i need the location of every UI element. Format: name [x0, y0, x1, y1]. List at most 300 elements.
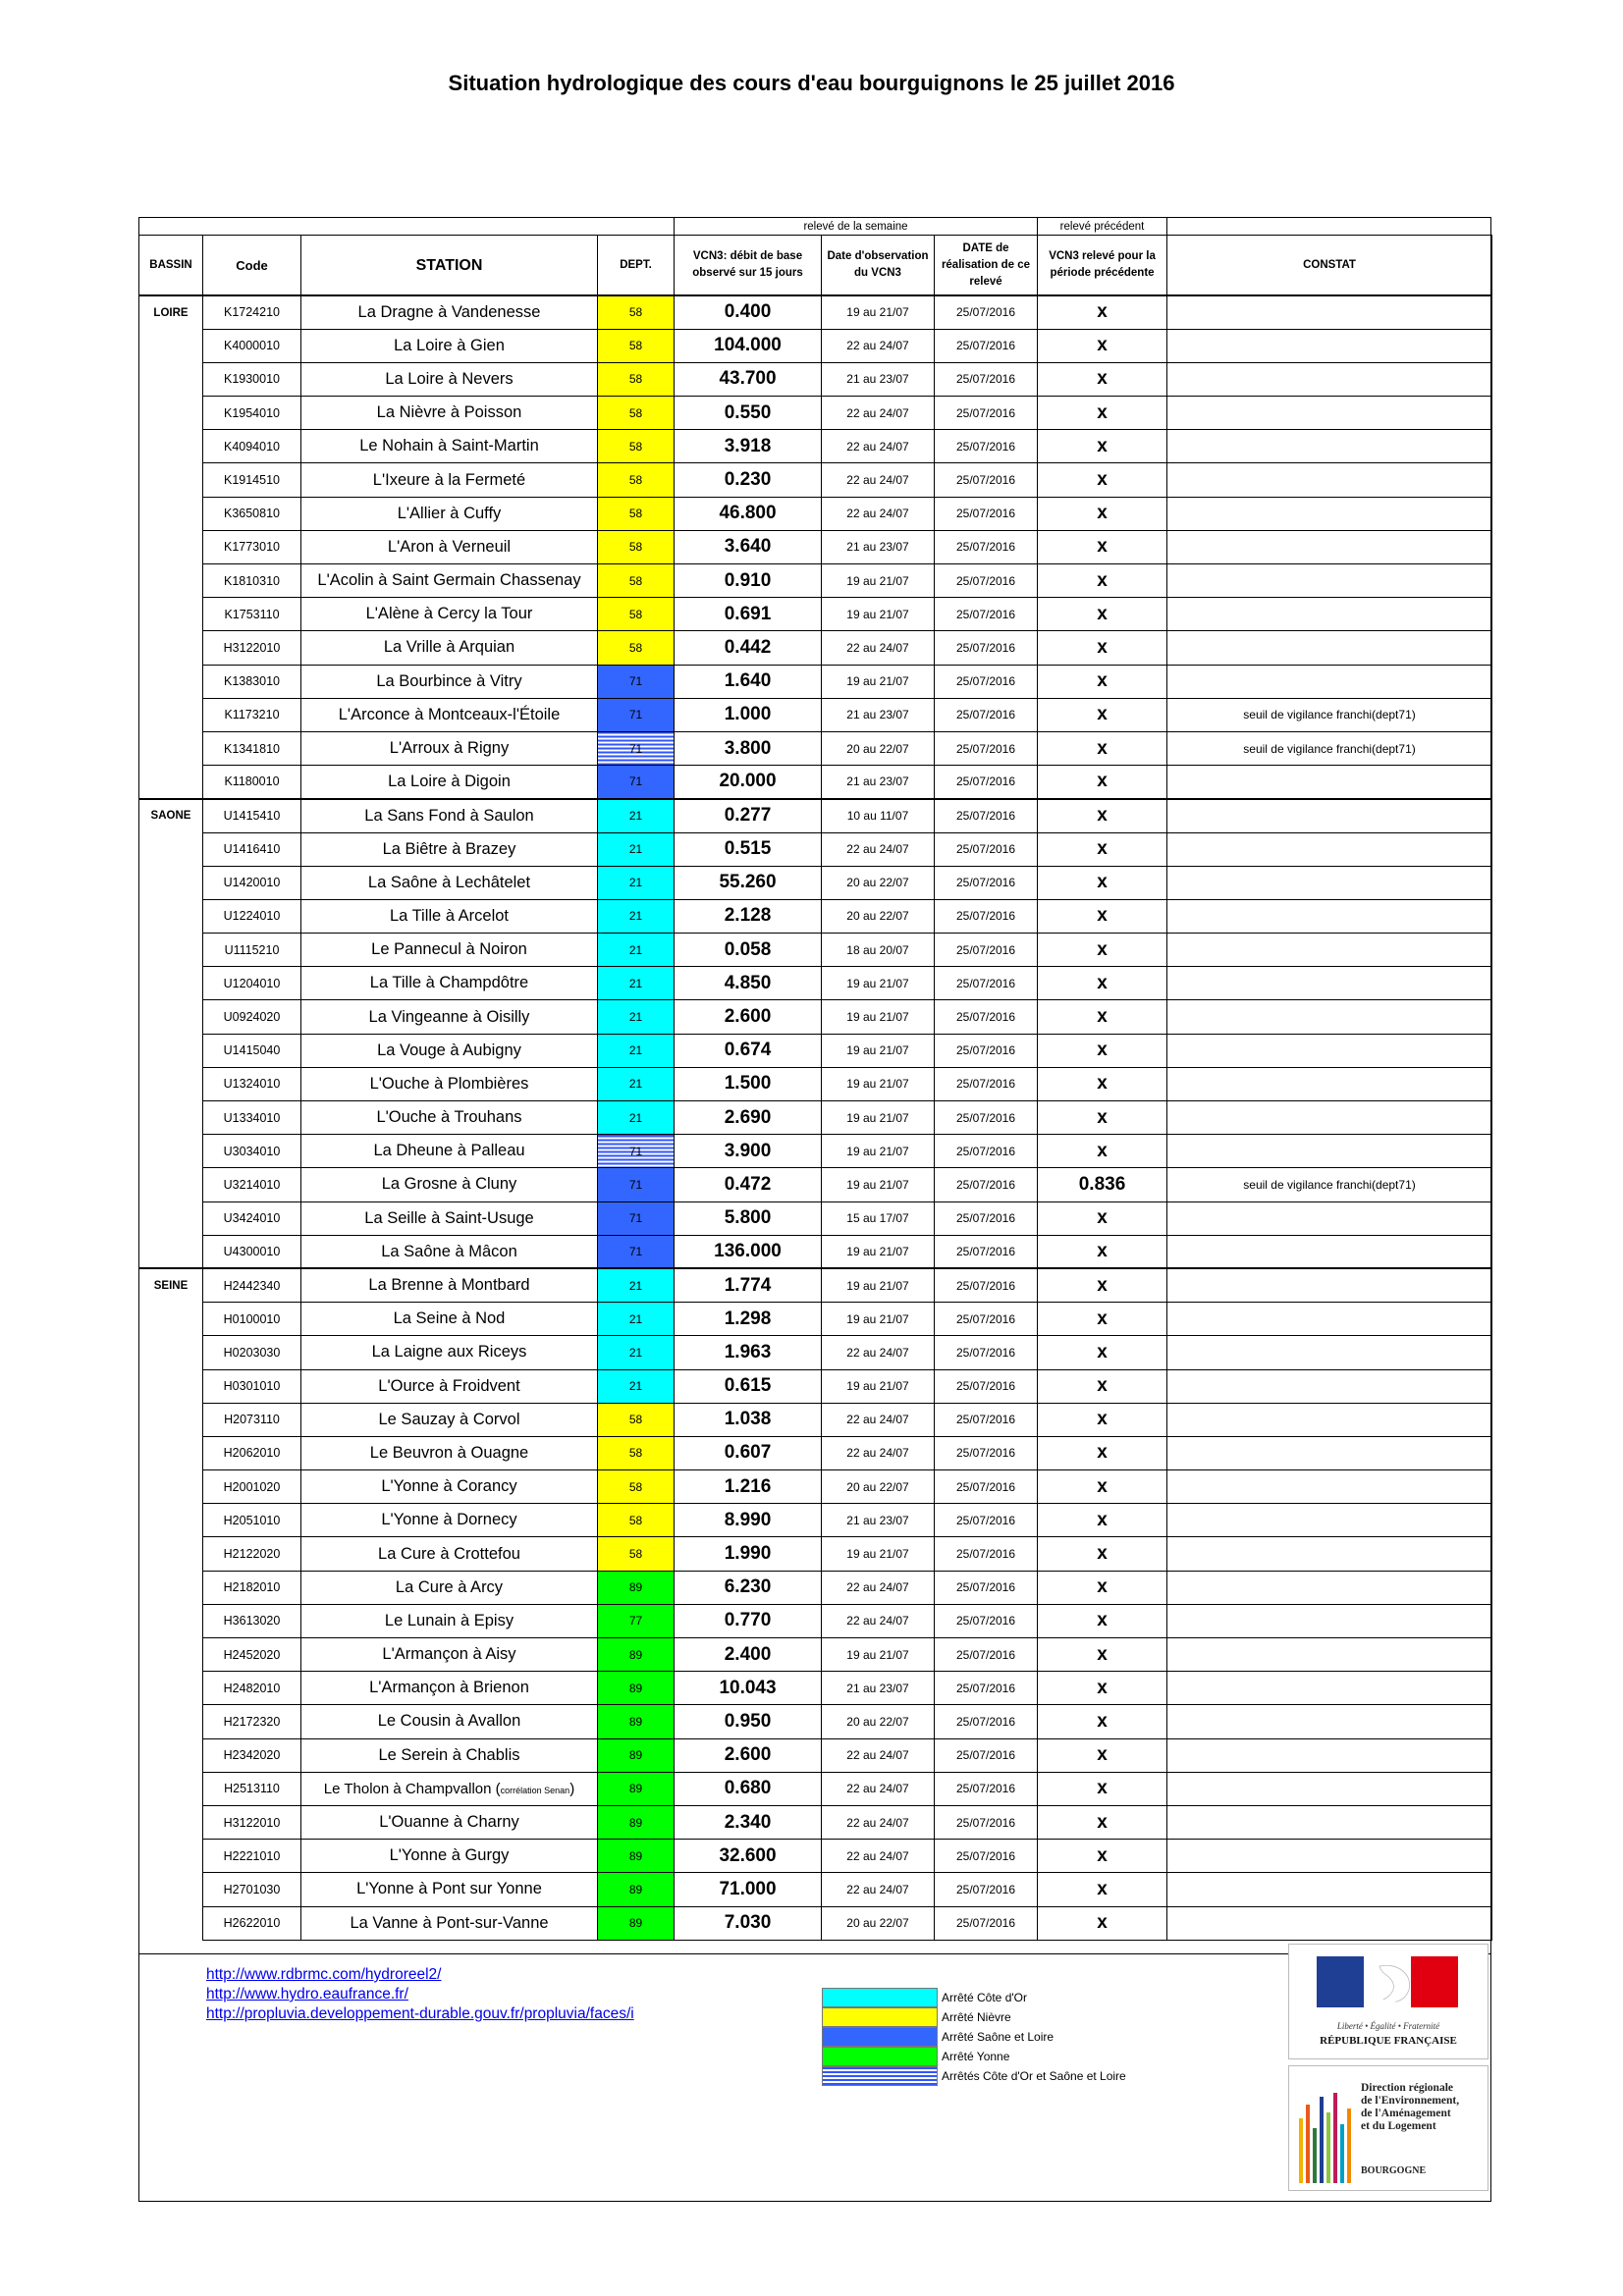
vcn3-prev-cell: x: [1038, 295, 1167, 329]
vcn3-prev-cell: x: [1038, 1336, 1167, 1369]
dreal-logo: [1288, 2065, 1488, 2191]
date-obs-cell: 22 au 24/07: [822, 1403, 935, 1436]
dept-cell: 21: [598, 866, 675, 899]
dept-cell: 21: [598, 1336, 675, 1369]
code-cell: U1334010: [203, 1101, 301, 1135]
station-cell: Le Lunain à Episy: [301, 1604, 598, 1637]
vcn3-value: 0.442: [675, 631, 822, 665]
vcn3-value: 0.674: [675, 1034, 822, 1067]
station-cell: La Seine à Nod: [301, 1303, 598, 1336]
color-legend: [822, 1988, 1126, 2086]
hydro-table: [138, 217, 1492, 1941]
vcn3-value: 71.000: [675, 1873, 822, 1906]
date-real-cell: 25/07/2016: [935, 1369, 1038, 1403]
vcn3-value: 1.500: [675, 1067, 822, 1100]
vcn3-prev-cell: x: [1038, 1906, 1167, 1940]
date-real-cell: 25/07/2016: [935, 731, 1038, 765]
date-obs-cell: 22 au 24/07: [822, 832, 935, 866]
date-real-cell: 25/07/2016: [935, 1638, 1038, 1672]
vcn3-prev-cell: x: [1038, 598, 1167, 631]
code-cell: H3122010: [203, 1805, 301, 1839]
constat-cell: [1167, 799, 1492, 832]
date-obs-cell: 22 au 24/07: [822, 631, 935, 665]
date-real-cell: 25/07/2016: [935, 832, 1038, 866]
code-cell: U4300010: [203, 1235, 301, 1268]
vcn3-value: 0.607: [675, 1436, 822, 1469]
vcn3-value: 104.000: [675, 329, 822, 362]
date-real-cell: 25/07/2016: [935, 665, 1038, 698]
date-obs-cell: 22 au 24/07: [822, 397, 935, 430]
station-cell: L'Ixeure à la Fermeté: [301, 463, 598, 497]
table-row: [139, 329, 1492, 362]
vcn3-value: 1.990: [675, 1537, 822, 1571]
vcn3-value: 0.691: [675, 598, 822, 631]
date-obs-cell: 19 au 21/07: [822, 1101, 935, 1135]
date-obs-cell: 19 au 21/07: [822, 564, 935, 598]
vcn3-value: 5.800: [675, 1201, 822, 1235]
date-real-cell: 25/07/2016: [935, 1672, 1038, 1705]
table-row: [139, 1504, 1492, 1537]
date-obs-cell: 19 au 21/07: [822, 967, 935, 1000]
date-real-cell: 25/07/2016: [935, 1067, 1038, 1100]
code-cell: U1204010: [203, 967, 301, 1000]
table-row: [139, 1772, 1492, 1805]
dept-cell: 71: [598, 731, 675, 765]
code-cell: K1773010: [203, 530, 301, 563]
table-row: [139, 1403, 1492, 1436]
date-real-cell: 25/07/2016: [935, 329, 1038, 362]
station-cell: L'Yonne à Pont sur Yonne: [301, 1873, 598, 1906]
vcn3-prev-cell: x: [1038, 967, 1167, 1000]
station-note: corrélation Senan: [500, 1785, 570, 1795]
station-cell: La Dheune à Palleau: [301, 1135, 598, 1168]
dept-cell: 71: [598, 665, 675, 698]
date-real-cell: 25/07/2016: [935, 967, 1038, 1000]
dept-cell: 58: [598, 564, 675, 598]
table-row: [139, 899, 1492, 933]
dept-cell: 89: [598, 1571, 675, 1604]
vcn3-prev-cell: x: [1038, 1034, 1167, 1067]
date-obs-cell: 21 au 23/07: [822, 698, 935, 731]
code-cell: K1954010: [203, 397, 301, 430]
vcn3-value: 0.770: [675, 1604, 822, 1637]
station-cell: La Loire à Digoin: [301, 766, 598, 799]
dreal-line-4: et du Logement: [1361, 2120, 1436, 2132]
dreal-bars-icon: [1291, 2069, 1360, 2187]
link-rdbrmc[interactable]: http://www.rdbrmc.com/hydroreel2/: [206, 1966, 442, 1983]
date-obs-cell: 20 au 22/07: [822, 1470, 935, 1504]
constat-cell: [1167, 497, 1492, 530]
dept-cell: 89: [598, 1705, 675, 1738]
marianne-flag-icon: [1289, 1945, 1486, 2023]
vcn3-prev-cell: x: [1038, 1638, 1167, 1672]
bassin-cell: [139, 665, 203, 698]
station-cell: L'Ouche à Trouhans: [301, 1101, 598, 1135]
bassin-cell: [139, 1772, 203, 1805]
constat-cell: [1167, 362, 1492, 396]
table-row: [139, 362, 1492, 396]
table-row: [139, 1638, 1492, 1672]
legend-swatch: [822, 1988, 938, 2007]
vcn3-value: 6.230: [675, 1571, 822, 1604]
group-label-precedent: relevé précédent: [1038, 218, 1167, 236]
vcn3-value: 8.990: [675, 1504, 822, 1537]
table-row: [139, 1805, 1492, 1839]
station-cell: L'Yonne à Gurgy: [301, 1840, 598, 1873]
constat-cell: [1167, 832, 1492, 866]
col-header-station: STATION: [301, 236, 598, 296]
constat-cell: [1167, 866, 1492, 899]
constat-cell: [1167, 564, 1492, 598]
bassin-cell: [139, 1135, 203, 1168]
vcn3-prev-cell: x: [1038, 1470, 1167, 1504]
table-row: [139, 1873, 1492, 1906]
constat-cell: [1167, 1537, 1492, 1571]
date-real-cell: 25/07/2016: [935, 698, 1038, 731]
date-obs-cell: 20 au 22/07: [822, 866, 935, 899]
date-obs-cell: 22 au 24/07: [822, 1336, 935, 1369]
date-real-cell: 25/07/2016: [935, 1268, 1038, 1302]
vcn3-value: 0.950: [675, 1705, 822, 1738]
table-row: [139, 564, 1492, 598]
link-hydro-eaufrance[interactable]: http://www.hydro.eaufrance.fr/: [206, 1986, 408, 2002]
table-row: [139, 497, 1492, 530]
constat-cell: seuil de vigilance franchi(dept71): [1167, 731, 1492, 765]
dept-cell: 77: [598, 1604, 675, 1637]
constat-cell: [1167, 1840, 1492, 1873]
vcn3-value: 1.038: [675, 1403, 822, 1436]
table-row: [139, 1303, 1492, 1336]
vcn3-prev-cell: x: [1038, 1101, 1167, 1135]
republique-francaise-logo: [1288, 1944, 1488, 2059]
code-cell: K1930010: [203, 362, 301, 396]
date-obs-cell: 10 au 11/07: [822, 799, 935, 832]
vcn3-prev-cell: x: [1038, 631, 1167, 665]
table-row: [139, 1906, 1492, 1940]
table-row: [139, 463, 1492, 497]
date-obs-cell: 20 au 22/07: [822, 1906, 935, 1940]
date-obs-cell: 22 au 24/07: [822, 1873, 935, 1906]
date-real-cell: 25/07/2016: [935, 1235, 1038, 1268]
code-cell: H0203030: [203, 1336, 301, 1369]
dept-cell: 71: [598, 766, 675, 799]
code-cell: H2442340: [203, 1268, 301, 1302]
station-cell: L'Allier à Cuffy: [301, 497, 598, 530]
date-real-cell: 25/07/2016: [935, 1840, 1038, 1873]
bassin-cell: [139, 1873, 203, 1906]
bassin-cell: [139, 934, 203, 967]
col-header-code: Code: [203, 236, 301, 296]
date-real-cell: 25/07/2016: [935, 362, 1038, 396]
date-obs-cell: 19 au 21/07: [822, 1369, 935, 1403]
code-cell: H2062010: [203, 1436, 301, 1469]
col-header-constat: CONSTAT: [1167, 236, 1492, 296]
bassin-cell: [139, 1000, 203, 1034]
date-real-cell: 25/07/2016: [935, 1906, 1038, 1940]
legend-swatch: [822, 2007, 938, 2027]
dept-cell: 89: [598, 1906, 675, 1940]
dept-cell: 89: [598, 1672, 675, 1705]
bassin-cell: [139, 1571, 203, 1604]
rf-name: RÉPUBLIQUE FRANÇAISE: [1320, 2035, 1457, 2047]
constat-cell: [1167, 1906, 1492, 1940]
date-obs-cell: 22 au 24/07: [822, 1772, 935, 1805]
station-cell: La Saône à Lechâtelet: [301, 866, 598, 899]
constat-cell: [1167, 899, 1492, 933]
vcn3-value: 10.043: [675, 1672, 822, 1705]
constat-cell: [1167, 329, 1492, 362]
constat-cell: [1167, 1101, 1492, 1135]
col-header-vcn3: VCN3: débit de base observé sur 15 jours: [675, 236, 822, 296]
bassin-cell: [139, 362, 203, 396]
date-real-cell: 25/07/2016: [935, 1738, 1038, 1772]
station-cell: La Loire à Gien: [301, 329, 598, 362]
date-obs-cell: 20 au 22/07: [822, 899, 935, 933]
dept-cell: 71: [598, 1235, 675, 1268]
date-obs-cell: 19 au 21/07: [822, 1638, 935, 1672]
legend-item: [822, 1988, 1126, 2007]
table-row: [139, 1336, 1492, 1369]
vcn3-value: 0.230: [675, 463, 822, 497]
dept-cell: 89: [598, 1873, 675, 1906]
table-row: [139, 295, 1492, 329]
legend-swatch: [822, 2027, 938, 2047]
table-row: [139, 1537, 1492, 1571]
station-cell: La Grosne à Cluny: [301, 1168, 598, 1201]
date-real-cell: 25/07/2016: [935, 1504, 1038, 1537]
constat-cell: [1167, 1672, 1492, 1705]
vcn3-value: 1.216: [675, 1470, 822, 1504]
vcn3-value: 2.128: [675, 899, 822, 933]
constat-cell: [1167, 1805, 1492, 1839]
constat-cell: [1167, 631, 1492, 665]
date-obs-cell: 21 au 23/07: [822, 1504, 935, 1537]
station-cell: L'Arconce à Montceaux-l'Étoile: [301, 698, 598, 731]
vcn3-prev-cell: x: [1038, 1840, 1167, 1873]
code-cell: H2051010: [203, 1504, 301, 1537]
legend-swatch: [822, 2047, 938, 2066]
bassin-cell: [139, 1168, 203, 1201]
bassin-cell: SEINE: [139, 1268, 203, 1302]
code-cell: H2482010: [203, 1672, 301, 1705]
date-obs-cell: 19 au 21/07: [822, 1000, 935, 1034]
vcn3-prev-cell: x: [1038, 1772, 1167, 1805]
code-cell: K3650810: [203, 497, 301, 530]
station-cell: La Biêtre à Brazey: [301, 832, 598, 866]
constat-cell: [1167, 1303, 1492, 1336]
date-obs-cell: 19 au 21/07: [822, 1034, 935, 1067]
table-row: [139, 1135, 1492, 1168]
rf-motto: Liberté • Égalité • Fraternité: [1336, 2021, 1440, 2031]
date-real-cell: 25/07/2016: [935, 497, 1038, 530]
date-real-cell: 25/07/2016: [935, 1403, 1038, 1436]
dept-cell: 58: [598, 463, 675, 497]
vcn3-prev-cell: x: [1038, 1705, 1167, 1738]
date-real-cell: 25/07/2016: [935, 564, 1038, 598]
constat-cell: [1167, 530, 1492, 563]
date-real-cell: 25/07/2016: [935, 934, 1038, 967]
table-row: [139, 1235, 1492, 1268]
vcn3-value: 0.550: [675, 397, 822, 430]
bassin-cell: [139, 397, 203, 430]
date-obs-cell: 22 au 24/07: [822, 329, 935, 362]
constat-cell: [1167, 430, 1492, 463]
dept-cell: 58: [598, 397, 675, 430]
vcn3-prev-cell: x: [1038, 1403, 1167, 1436]
table-row: [139, 799, 1492, 832]
date-real-cell: 25/07/2016: [935, 1705, 1038, 1738]
dreal-region: BOURGOGNE: [1361, 2165, 1427, 2176]
station-cell: L'Ouche à Plombières: [301, 1067, 598, 1100]
constat-cell: [1167, 598, 1492, 631]
date-obs-cell: 22 au 24/07: [822, 463, 935, 497]
link-propluvia[interactable]: http://propluvia.developpement-durable.gouv.fr/propluvia/faces/i: [206, 2005, 634, 2022]
code-cell: H3122010: [203, 631, 301, 665]
dept-cell: 71: [598, 1168, 675, 1201]
bassin-cell: [139, 1336, 203, 1369]
vcn3-prev-cell: x: [1038, 899, 1167, 933]
vcn3-prev-cell: x: [1038, 866, 1167, 899]
dept-cell: 21: [598, 1101, 675, 1135]
vcn3-value: 2.340: [675, 1805, 822, 1839]
col-header-vcn3-prev: VCN3 relevé pour la période précédente: [1038, 236, 1167, 296]
constat-cell: [1167, 766, 1492, 799]
station-cell: La Tille à Arcelot: [301, 899, 598, 933]
date-obs-cell: 18 au 20/07: [822, 934, 935, 967]
code-cell: H2073110: [203, 1403, 301, 1436]
date-real-cell: 25/07/2016: [935, 1135, 1038, 1168]
dreal-line-1: Direction régionale: [1361, 2082, 1453, 2094]
col-header-date-obs: Date d'observation du VCN3: [822, 236, 935, 296]
station-cell: Le Serein à Chablis: [301, 1738, 598, 1772]
date-obs-cell: 19 au 21/07: [822, 295, 935, 329]
bassin-cell: [139, 329, 203, 362]
table-row: [139, 430, 1492, 463]
station-cell: L'Armançon à Brienon: [301, 1672, 598, 1705]
station-cell: L'Arroux à Rigny: [301, 731, 598, 765]
station-cell: La Sans Fond à Saulon: [301, 799, 598, 832]
date-obs-cell: 22 au 24/07: [822, 1436, 935, 1469]
code-cell: H2182010: [203, 1571, 301, 1604]
dept-cell: 21: [598, 899, 675, 933]
vcn3-prev-cell: x: [1038, 1873, 1167, 1906]
date-obs-cell: 21 au 23/07: [822, 530, 935, 563]
bassin-cell: [139, 1638, 203, 1672]
constat-cell: [1167, 1403, 1492, 1436]
station-cell: L'Armançon à Aisy: [301, 1638, 598, 1672]
date-real-cell: 25/07/2016: [935, 1034, 1038, 1067]
dept-cell: 58: [598, 530, 675, 563]
vcn3-prev-cell: x: [1038, 564, 1167, 598]
vcn3-prev-cell: x: [1038, 1537, 1167, 1571]
bassin-cell: LOIRE: [139, 295, 203, 329]
dept-cell: 21: [598, 1268, 675, 1302]
vcn3-value: 2.400: [675, 1638, 822, 1672]
date-obs-cell: 19 au 21/07: [822, 598, 935, 631]
date-real-cell: 25/07/2016: [935, 1303, 1038, 1336]
vcn3-value: 1.000: [675, 698, 822, 731]
bassin-cell: [139, 1067, 203, 1100]
table-row: [139, 530, 1492, 563]
code-cell: H0301010: [203, 1369, 301, 1403]
station-cell: Le Nohain à Saint-Martin: [301, 430, 598, 463]
constat-cell: [1167, 1436, 1492, 1469]
date-real-cell: 25/07/2016: [935, 866, 1038, 899]
vcn3-prev-cell: x: [1038, 463, 1167, 497]
table-row: [139, 1201, 1492, 1235]
date-obs-cell: 21 au 23/07: [822, 766, 935, 799]
vcn3-value: 20.000: [675, 766, 822, 799]
station-cell: La Nièvre à Poisson: [301, 397, 598, 430]
table-row: [139, 1034, 1492, 1067]
bassin-cell: [139, 1303, 203, 1336]
date-real-cell: 25/07/2016: [935, 1537, 1038, 1571]
station-cell: La Dragne à Vandenesse: [301, 295, 598, 329]
bassin-cell: [139, 564, 203, 598]
dept-cell: 58: [598, 1436, 675, 1469]
vcn3-prev-cell: x: [1038, 362, 1167, 396]
vcn3-value: 2.690: [675, 1101, 822, 1135]
dept-cell: 89: [598, 1638, 675, 1672]
dept-cell: 71: [598, 1201, 675, 1235]
bassin-cell: [139, 1403, 203, 1436]
code-cell: K1753110: [203, 598, 301, 631]
bassin-cell: [139, 1738, 203, 1772]
date-real-cell: 25/07/2016: [935, 1772, 1038, 1805]
station-cell: L'Alène à Cercy la Tour: [301, 598, 598, 631]
vcn3-value: 55.260: [675, 866, 822, 899]
date-obs-cell: 22 au 24/07: [822, 1840, 935, 1873]
vcn3-prev-cell: x: [1038, 430, 1167, 463]
date-real-cell: 25/07/2016: [935, 295, 1038, 329]
logos: [1288, 1944, 1487, 2189]
vcn3-prev-cell: x: [1038, 1369, 1167, 1403]
bassin-cell: [139, 866, 203, 899]
code-cell: U1415410: [203, 799, 301, 832]
legend-item: [822, 2066, 1126, 2086]
bassin-cell: [139, 631, 203, 665]
table-row: [139, 397, 1492, 430]
legend-label: Arrêté Yonne: [942, 2050, 1010, 2063]
bassin-cell: [139, 1537, 203, 1571]
dept-cell: 71: [598, 1135, 675, 1168]
dept-cell: 58: [598, 430, 675, 463]
dept-cell: 89: [598, 1805, 675, 1839]
constat-cell: [1167, 295, 1492, 329]
bassin-cell: [139, 530, 203, 563]
bassin-cell: [139, 598, 203, 631]
date-obs-cell: 20 au 22/07: [822, 1705, 935, 1738]
dept-cell: 21: [598, 832, 675, 866]
bassin-cell: [139, 698, 203, 731]
table-body: [139, 295, 1492, 1940]
table-row: [139, 1840, 1492, 1873]
vcn3-prev-cell: x: [1038, 799, 1167, 832]
vcn3-prev-cell: 0.836: [1038, 1168, 1167, 1201]
station-cell: L'Yonne à Corancy: [301, 1470, 598, 1504]
constat-cell: [1167, 1369, 1492, 1403]
table-row: [139, 731, 1492, 765]
code-cell: U1420010: [203, 866, 301, 899]
station-cell: La Tille à Champdôtre: [301, 967, 598, 1000]
constat-cell: seuil de vigilance franchi(dept71): [1167, 1168, 1492, 1201]
vcn3-prev-cell: x: [1038, 1504, 1167, 1537]
table-row: [139, 1101, 1492, 1135]
vcn3-value: 0.680: [675, 1772, 822, 1805]
table-row: [139, 766, 1492, 799]
date-obs-cell: 19 au 21/07: [822, 1268, 935, 1302]
dept-cell: 58: [598, 598, 675, 631]
